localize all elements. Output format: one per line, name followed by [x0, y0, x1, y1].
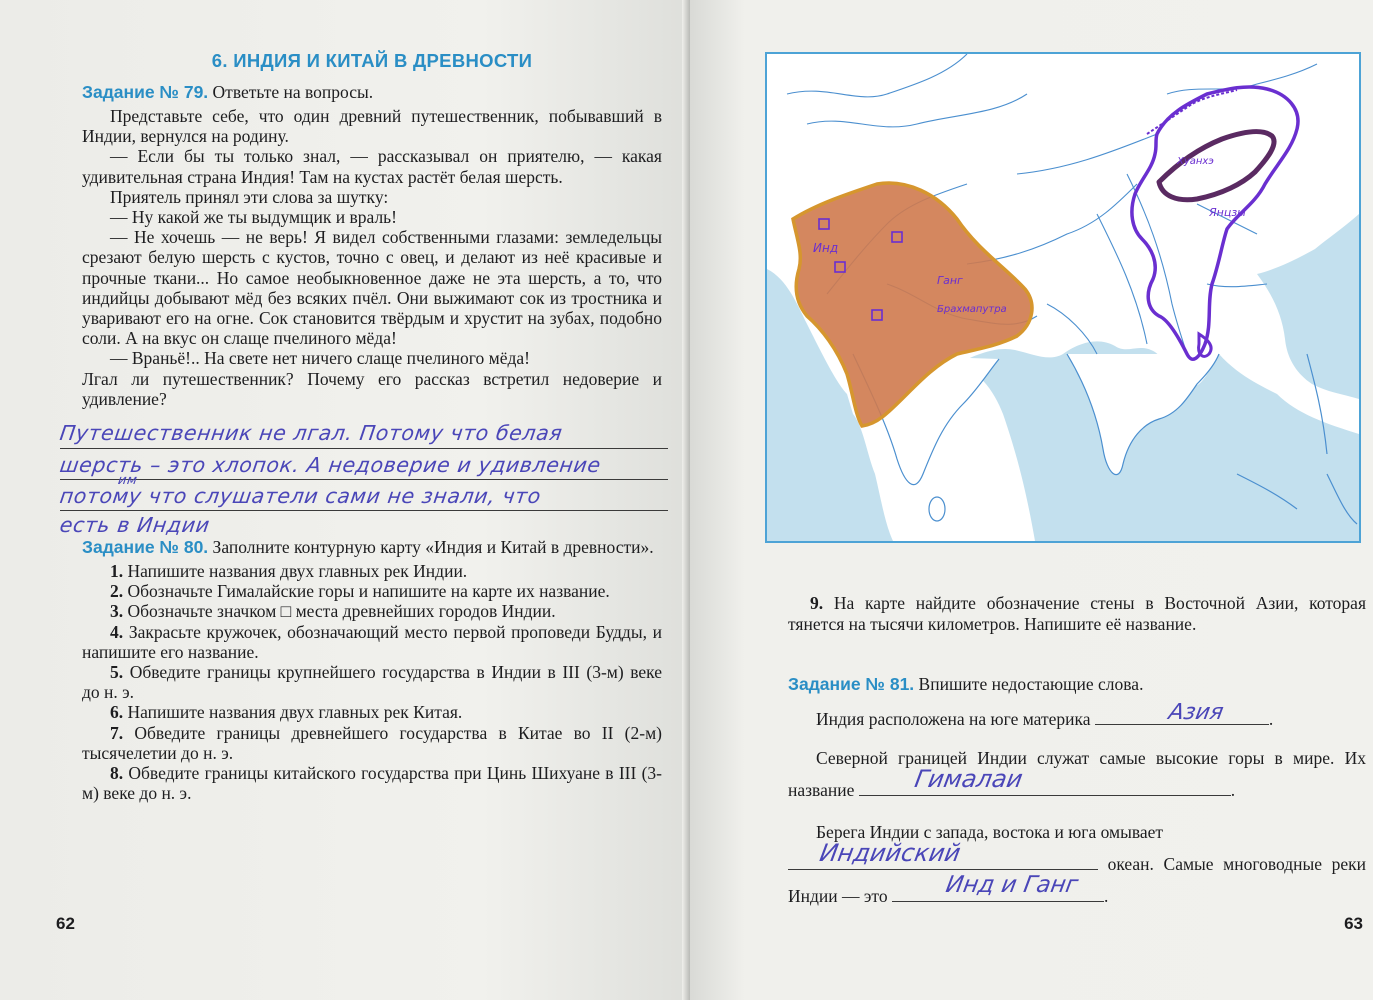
river-label-indus: Инд — [813, 241, 839, 255]
task-80-instruction: Заполните контурную карту «Индия и Китай в древности». — [212, 537, 654, 558]
story-paragraph: — Если бы ты только знал, — рассказывал он приятелю, — какая удивительная страна Индия! Там на кустах растёт белая шерсть. — [82, 146, 662, 187]
story-paragraph: Представьте себе, что один древний путешественник, побывавший в Индии, вернулся на родину. — [82, 106, 662, 147]
river-label-huanghe: Хуанхэ — [1177, 156, 1214, 167]
task-81-label: Задание № 81. — [788, 674, 915, 694]
answer-field-rivers[interactable] — [892, 872, 1104, 902]
sentence-1: Индия расположена на юге материка Азия . — [816, 700, 1274, 729]
task-81-instruction: Впишите недостающие слова. — [918, 674, 1144, 694]
story-paragraph: — Не хочешь — не верь! Я видел собственными глазами: земледельцы срезают белую шерсть с кустов, точно с овец, и делают из неё красивые и прочные ткани... Но самое необыкновенное даже не эта шерсть, а то, что индийцы добывают мёд без всяких пчёл. Они выжимают сок из тростника и уваривают его на огне. Сок становится твёрдым и хрустит на зубах, подобно соли. А на вкус он слаще пчелиного мёда! — [82, 227, 662, 349]
page-number-left: 62 — [56, 914, 75, 933]
sentence-2: Северной границей Индии служат самые высокие горы в мире. Их название Гималаи . — [788, 748, 1366, 800]
answer-field-mountains[interactable] — [859, 765, 1231, 796]
handwritten-answer-line: шерсть – это хлопок. А недоверие и удивление — [58, 453, 603, 478]
list-item: 7. Обведите границы древнейшего государства в Китае во II (2-м) тысячелетии до н. э. — [82, 722, 662, 763]
answer-field-ocean[interactable] — [788, 839, 1098, 870]
list-item: 8. Обведите границы китайского государства при Цинь Шихуане в III (3-м) веке до н. э. — [82, 763, 662, 804]
handwritten-insert: им — [116, 473, 139, 489]
list-item: 4. Закрасьте кружочек, обозначающий место первой проповеди Будды, и напишите его название. — [82, 621, 663, 662]
river-label-brahmaputra: Брахмапутра — [937, 304, 1007, 315]
contour-map[interactable] — [765, 52, 1361, 543]
handwritten-answer-line: есть в Индии — [58, 513, 212, 538]
chapter-title: 6. ИНДИЯ И КИТАЙ В ДРЕВНОСТИ — [211, 50, 533, 71]
list-item: 3. Обозначьте значком □ места древнейших городов Индии. — [110, 601, 556, 622]
task-80-label: Задание № 80. — [82, 537, 209, 558]
answer-line — [60, 510, 668, 511]
list-item: 2. Обозначьте Гималайские горы и напишите на карте их название. — [110, 581, 610, 602]
handwritten-answer-line: потому что слушатели сами не знали, что — [58, 484, 543, 509]
right-page — [690, 0, 1373, 1000]
task-79-question: Лгал ли путешественник? Почему его рассказ встретил недоверие и удивление? — [82, 368, 662, 409]
map-svg — [767, 54, 1359, 541]
list-item: 5. Обведите границы крупнейшего государства в Индии в III (3-м) веке до н. э. — [82, 662, 662, 703]
task-79-answer-area[interactable] — [58, 417, 662, 541]
answer-line — [60, 448, 668, 449]
story-paragraph: — Ну какой же ты выдумщик и враль! — [110, 207, 397, 228]
sri-lanka — [929, 497, 945, 521]
handwritten-answer: Гималаи — [912, 765, 1025, 793]
task-79-story — [82, 106, 662, 409]
task-9-number: 9. — [810, 593, 824, 613]
river-label-yangtze: Янцзы — [1209, 206, 1246, 219]
sentence-3: Берега Индии с запада, востока и юга омывает Индийский океан. Самые многоводные реки Индии — это Инд и Ганг . — [788, 817, 1366, 911]
story-paragraph: Приятель принял эти слова за шутку: — [110, 186, 389, 207]
river-label-ganges: Ганг — [937, 274, 963, 287]
task-79-label: Задание № 79. — [82, 82, 209, 102]
task-79-heading — [82, 82, 662, 102]
task-79-instruction: Ответьте на вопросы. — [212, 82, 374, 102]
list-item: 6. Напишите названия двух главных рек Китая. — [110, 702, 463, 723]
task-9 — [788, 593, 1366, 635]
page-number-right: 63 — [1344, 914, 1363, 933]
handwritten-answer-line: Путешественник не лгал. Потому что белая — [58, 421, 565, 446]
handwritten-answer: Инд и Ганг — [943, 872, 1081, 898]
list-item: 1. Напишите названия двух главных рек Индии. — [110, 561, 468, 582]
handwritten-answer: Индийский — [817, 839, 963, 867]
answer-field-continent[interactable] — [1095, 700, 1269, 725]
story-paragraph: — Враньё!.. На свете нет ничего слаще пчелиного мёда! — [110, 348, 530, 369]
task-81 — [788, 674, 1366, 911]
handwritten-answer: Азия — [1166, 700, 1226, 725]
task-80-list — [82, 561, 662, 803]
task-81-heading — [788, 674, 1366, 694]
task-9-text: На карте найдите обозначение стены в Восточной Азии, которая тянется на тысячи километров. Напишите её название. — [788, 593, 1366, 634]
